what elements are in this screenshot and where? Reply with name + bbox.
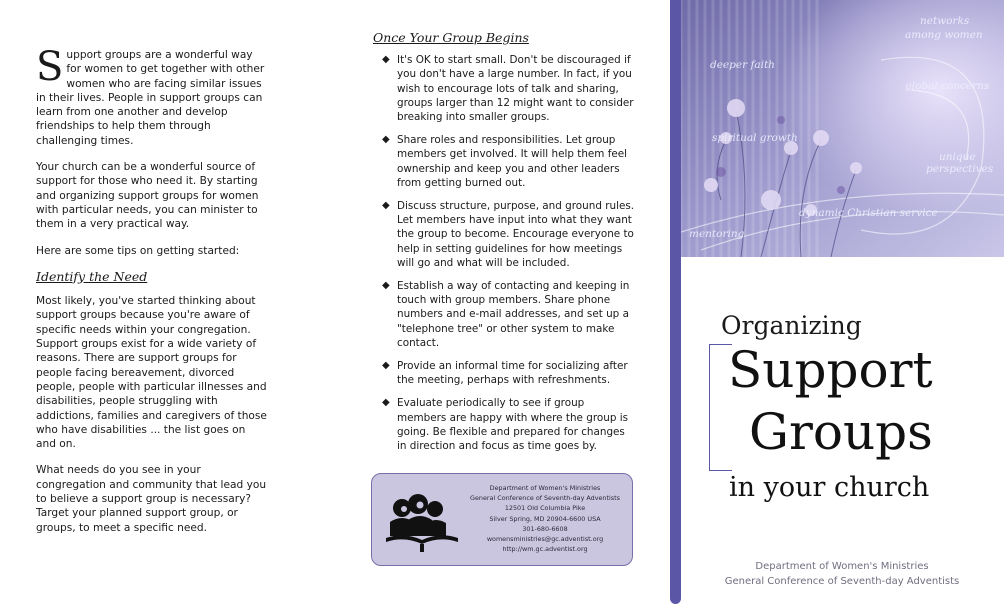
contact-box <box>371 473 633 566</box>
art-label-unique: unique <box>939 151 976 163</box>
paragraph-tips: Here are some tips on getting started: <box>36 244 240 257</box>
list-item-text: It's OK to start small. Don't be discouraged if you don't have a large number. In fact, if you wish to encourage lots of talk and sharing, groups larger than 12 might want to consider breaking into smaller groups. <box>397 54 634 124</box>
heading-identify-need: Identify the Need <box>36 268 148 284</box>
art-label-among-women: among women <box>905 29 983 41</box>
contact-line: 12501 Old Columbia Pike <box>504 504 586 513</box>
art-label-spiritual-growth: spiritual growth <box>712 132 798 144</box>
list-item <box>373 396 635 453</box>
diamond-bullet-icon: ◆ <box>382 134 390 146</box>
contact-line: Silver Spring, MD 20904-6600 USA <box>489 514 601 523</box>
middle-panel <box>373 31 635 462</box>
list-item-text: Discuss structure, purpose, and ground rules. Let members have input into what they want the group to become. Encourage everyone to help in setting guidelines for how meetings will go and what will be included. <box>397 200 635 269</box>
list-item <box>373 133 635 190</box>
title-organizing: Organizing <box>721 311 862 340</box>
cover-artwork <box>681 0 1004 257</box>
art-label-networks: networks <box>920 15 970 27</box>
art-label-dynamic-service: dynamic Christian service <box>799 207 938 219</box>
contact-address <box>464 483 626 554</box>
art-label-mentoring: mentoring <box>689 228 745 240</box>
contact-line: General Conference of Seventh-day Adventists <box>470 494 620 503</box>
art-label-perspectives: perspectives <box>926 163 994 175</box>
list-item <box>373 199 635 270</box>
contact-line: Department of Women's Ministries <box>489 484 601 492</box>
intro-paragraph <box>36 44 268 148</box>
list-item-text: Evaluate periodically to see if group members are happy with where the group is going. Be flexible and prepared for changes in direction and focus as time goes by. <box>397 397 629 453</box>
intro-text: upport groups are a wonderful way for women to get together with other women who are facing similar issues in their lives. People in support groups can learn from one another and develop friendships to help them through challenging times. <box>36 49 265 147</box>
cover-department-line: Department of Women's Ministries <box>755 561 929 572</box>
diamond-bullet-icon: ◆ <box>382 360 390 372</box>
paragraph-needs: Most likely, you've started thinking about support groups because you're aware of specific needs within your congregation. Support groups exist for a wide variety of reasons. There are support groups for people facing bereavement, divorced people, people with particular illnesses and disabilities, people struggling with addictions, families and caregivers of those who have disabilities ... the list goes on and on. <box>36 295 267 451</box>
spine-bar <box>670 0 681 604</box>
diamond-bullet-icon: ◆ <box>382 397 390 409</box>
cover-department <box>716 559 968 589</box>
womens-ministries-logo-icon <box>380 492 464 554</box>
tips-list <box>373 53 635 453</box>
title-groups: Groups <box>749 403 933 461</box>
list-item <box>373 53 635 124</box>
paragraph-church-support: Your church can be a wonderful source of support for those who need it. By starting and organizing support groups for women with particular needs, you can minister to them in a very practical way. <box>36 161 259 231</box>
drop-cap: S <box>36 44 64 90</box>
diamond-bullet-icon: ◆ <box>382 280 390 292</box>
contact-phone: 301-680-6608 <box>522 524 568 533</box>
list-item <box>373 359 635 387</box>
title-in-your-church: in your church <box>729 472 930 503</box>
left-panel <box>36 44 268 547</box>
paragraph-target: What needs do you see in your congregation and community that lead you to believe a support group is necessary? Target your planned support group, or groups, to meet a specific need. <box>36 464 267 534</box>
contact-email: womensministries@gc.adventist.org <box>486 535 604 544</box>
list-item-text: Provide an informal time for socializing after the meeting, perhaps with refreshments. <box>397 360 628 387</box>
list-item-text: Establish a way of contacting and keeping in touch with group members. Share phone numbers and e-mail addresses, and set up a "telephone tree" or other system to make contact. <box>397 280 630 349</box>
list-item-text: Share roles and responsibilities. Let group members get involved. It will help them feel ownership and keep you and other leaders from getting burned out. <box>397 134 628 189</box>
cover-conference-line: General Conference of Seventh-day Adventists <box>724 576 960 587</box>
diamond-bullet-icon: ◆ <box>382 200 390 212</box>
art-label-deeper-faith: deeper faith <box>710 59 775 71</box>
title-support: Support <box>728 341 933 399</box>
heading-once-group-begins: Once Your Group Begins <box>373 30 529 45</box>
list-item <box>373 279 635 350</box>
art-label-global-concerns: global concerns <box>905 80 990 92</box>
diamond-bullet-icon: ◆ <box>382 54 390 66</box>
contact-website: http://wm.gc.adventist.org <box>502 545 588 554</box>
